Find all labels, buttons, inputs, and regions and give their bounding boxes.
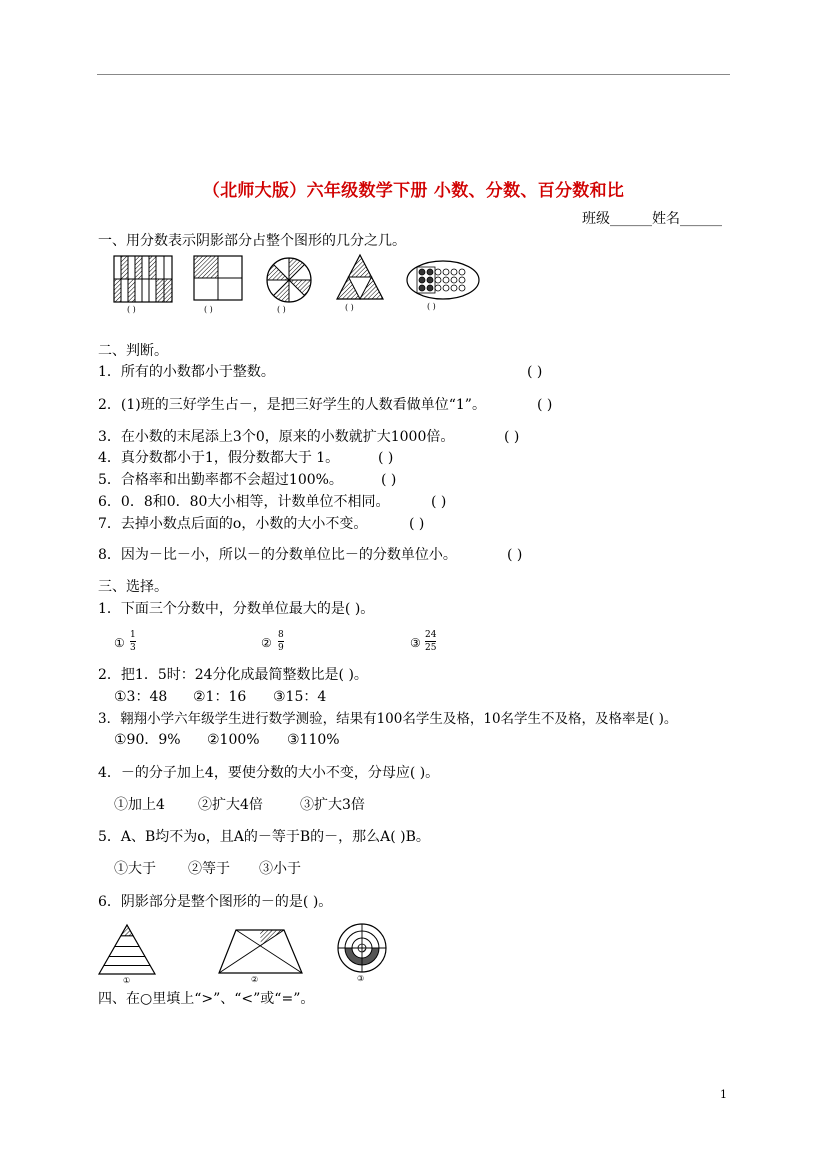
q5-option-2: ②等于 (188, 861, 230, 877)
figure5-shaded-ellipse (406, 260, 480, 300)
figure3-shaded-circle (265, 256, 313, 304)
q1-option-1-fraction (130, 630, 136, 653)
q1-option-3-num: 24 (425, 630, 437, 640)
q5-option-3: ③小于 (259, 861, 301, 877)
judge-item-5: 5．合格率和出勤率都不会超过100%。 (98, 472, 343, 488)
section2-heading: 二、判断。 (98, 343, 168, 359)
q1-option-3-mark: ③ (410, 636, 421, 650)
judge-item-6: 6．0．8和0．80大小相等，计数单位不相同。 (98, 494, 390, 510)
q4-option-3: ③扩大3倍 (300, 797, 365, 813)
header-rule (97, 74, 730, 75)
judge-item-8: 8．因为－比－小，所以－的分数单位比－的分数单位小。 (98, 547, 457, 563)
figure4-answer: ( ) (345, 303, 354, 312)
q1-option-1-num: 1 (130, 630, 136, 640)
section3-heading: 三、选择。 (98, 579, 168, 595)
choice-q6-stem: 6．阴影部分是整个图形的－的是( )。 (98, 894, 333, 910)
judge-item-3: 3．在小数的末尾添上3个0，原来的小数就扩大1000倍。 (98, 429, 455, 445)
q1-option-2-fraction (278, 630, 284, 653)
q4-option-1: ①加上4 (114, 797, 165, 813)
q1-option-3-fraction (425, 630, 436, 653)
figure1-shaded-grid (114, 256, 174, 304)
page-number: 1 (720, 1088, 727, 1101)
q1-option-1-den: 3 (130, 643, 136, 653)
q6-mark-3: ③ (357, 974, 365, 983)
judge-item-2: 2．(1)班的三好学生占－，是把三好学生的人数看做单位“1”。 (98, 397, 486, 413)
section1-heading: 一、用分数表示阴影部分占整个图形的几分之几。 (98, 233, 406, 249)
judge-item-7: 7．去掉小数点后面的o，小数的大小不变。 (98, 516, 368, 532)
choice-q1-stem: 1．下面三个分数中，分数单位最大的是( )。 (98, 601, 375, 617)
q4-option-2: ②扩大4倍 (198, 797, 263, 813)
q1-option-2-num: 8 (278, 630, 284, 640)
judge-answer-8[interactable]: ( ) (507, 547, 523, 563)
section4-heading: 四、在○里填上“>”、“<”或“=”。 (98, 991, 315, 1007)
judge-answer-7[interactable]: ( ) (409, 516, 425, 532)
choice-q4-stem: 4．－的分子加上4，要使分数的大小不变，分母应( )。 (98, 765, 440, 781)
judge-answer-2[interactable]: ( ) (537, 397, 553, 413)
figure2-answer: ( ) (204, 305, 213, 314)
q2-option-3: ③15：4 (273, 689, 327, 705)
judge-answer-4[interactable]: ( ) (378, 450, 394, 466)
judge-answer-3[interactable]: ( ) (504, 429, 520, 445)
q1-option-3-den: 25 (425, 643, 437, 653)
q5-option-1: ①大于 (114, 861, 156, 877)
judge-answer-6[interactable]: ( ) (431, 494, 447, 510)
choice-q3-stem: 3．翱翔小学六年级学生进行数学测验，结果有100名学生及格，10名学生不及格，及格率是( )。 (98, 711, 678, 727)
q1-option-2-den: 9 (278, 643, 284, 653)
q2-option-1: ①3：48 (114, 689, 168, 705)
q2-option-2: ②1：16 (193, 689, 247, 705)
judge-answer-5[interactable]: ( ) (381, 472, 397, 488)
judge-answer-1[interactable]: ( ) (527, 364, 543, 380)
figure4-shaded-triangle (336, 254, 384, 300)
q1-option-1-mark: ① (114, 636, 125, 650)
figure5-answer: ( ) (427, 302, 436, 311)
q1-option-2-mark: ② (261, 636, 272, 650)
figure2-shaded-square (194, 256, 244, 302)
q6-figure2-trapezoid (218, 929, 304, 975)
figure1-answer: ( ) (127, 305, 136, 314)
q6-mark-1: ① (123, 976, 131, 985)
q3-option-1: ①90．9% (114, 732, 181, 748)
q6-mark-2: ② (251, 975, 259, 984)
q3-option-2: ②100% (207, 732, 260, 748)
page-title: （北师大版）六年级数学下册 小数、分数、百分数和比 (202, 181, 625, 201)
choice-q5-stem: 5．A、B均不为o，且A的－等于B的－，那么A( )B。 (98, 829, 430, 845)
q6-figure1-triangle (98, 924, 156, 976)
q6-figure3-concentric-circles (336, 922, 388, 974)
choice-q2-stem: 2．把1．5时：24分化成最简整数比是( )。 (98, 667, 368, 683)
figure3-answer: ( ) (277, 305, 286, 314)
q3-option-3: ③110% (287, 732, 340, 748)
judge-item-4: 4．真分数都小于1，假分数都大于 1。 (98, 450, 340, 466)
judge-item-1: 1．所有的小数都小于整数。 (98, 364, 275, 380)
class-name-line: 班级______姓名______ (582, 211, 722, 227)
